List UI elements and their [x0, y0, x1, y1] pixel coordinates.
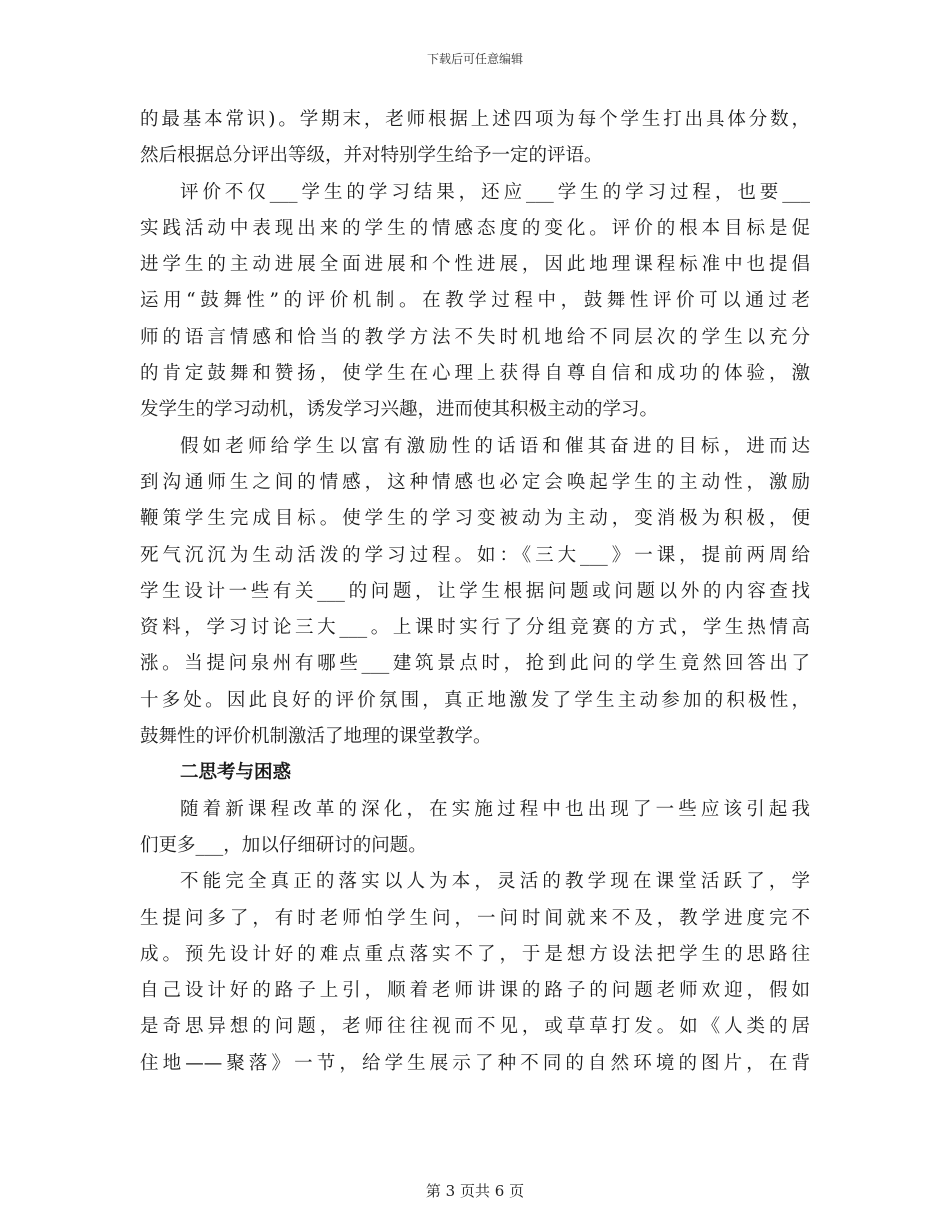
paragraph	[140, 102, 810, 175]
text-line: 不能完全真正的落实以人为本，灵活的教学现在课堂活跃了，学	[180, 871, 810, 893]
text-line: 十多处。因此良好的评价氛围，真正地激发了学生主动参加的积极性，	[140, 689, 810, 711]
text-line: 随着新课程改革的深化，在实施过程中也出现了一些应该引起我	[180, 798, 810, 820]
text-line: 的肯定鼓舞和赞扬，使学生在心理上获得自尊自信和成功的体验，激	[140, 363, 810, 385]
text-line: 死气沉沉为生动活泼的学习过程。如：《三大___》一课，提前两周给	[140, 544, 810, 566]
text-line: 是奇思异想的问题，老师往往视而不见，或草草打发。如《人类的居	[140, 1016, 810, 1038]
text-line: 生提问多了，有时老师怕学生问，一问时间就来不及，教学进度完不	[140, 907, 810, 929]
text-line: 然后根据总分评出等级，并对特别学生给予一定的评语。	[140, 145, 603, 167]
text-line: 评价不仅___学生的学习结果，还应___学生的学习过程，也要___	[180, 181, 810, 203]
text-line: 自己设计好的路子上引，顺着老师讲课的路子的问题老师欢迎，假如	[140, 980, 810, 1002]
document-body	[140, 102, 810, 1082]
text-line: 运用“鼓舞性”的评价机制。在教学过程中，鼓舞性评价可以通过老	[140, 290, 810, 312]
text-line: 实践活动中表现出来的学生的情感态度的变化。评价的根本目标是促	[140, 217, 810, 239]
text-line: 发学生的学习动机，诱发学习兴趣，进而使其积极主动的学习。	[140, 399, 659, 421]
paragraph	[140, 792, 810, 865]
page-header: 下载后可任意编辑	[426, 52, 523, 66]
text-line: 鞭策学生完成目标。使学生的学习变被动为主动，变消极为积极，便	[140, 508, 810, 530]
paragraph	[140, 864, 810, 1082]
text-line: 假如老师给学生以富有激励性的话语和催其奋进的目标，进而达	[180, 435, 810, 457]
text-line: 成。预先设计好的难点重点落实不了，于是想方设法把学生的思路往	[140, 943, 810, 965]
text-line: 资料，学习讨论三大___。上课时实行了分组竞赛的方式，学生热情高	[140, 617, 810, 639]
text-line: 涨。当提问泉州有哪些___建筑景点时，抢到此问的学生竟然回答出了	[140, 653, 810, 675]
page-footer: 第 3 页共 6 页	[425, 1182, 525, 1200]
text-line: 师的语言情感和恰当的教学方法不失时机地给不同层次的学生以充分	[140, 326, 810, 348]
text-line: 的最基本常识)。学期末，老师根据上述四项为每个学生打出具体分数，	[140, 109, 810, 130]
text-line: 鼓舞性的评价机制激活了地理的课堂教学。	[140, 726, 492, 748]
text-line: 到沟通师生之间的情感，这种情感也必定会唤起学生的主动性，激励	[140, 471, 810, 493]
text-line: 学生设计一些有关___的问题，让学生根据问题或问题以外的内容查找	[140, 580, 810, 602]
paragraph	[140, 175, 810, 429]
text-line: 们更多___，加以仔细研讨的问题。	[140, 834, 427, 856]
paragraph	[140, 429, 810, 756]
section-heading: 二思考与困惑	[180, 762, 292, 784]
text-line: 进学生的主动进展全面进展和个性进展，因此地理课程标准中也提倡	[140, 254, 810, 276]
text-line: 住地——聚落》一节，给学生展示了种不同的自然环境的图片，在背	[140, 1052, 810, 1074]
